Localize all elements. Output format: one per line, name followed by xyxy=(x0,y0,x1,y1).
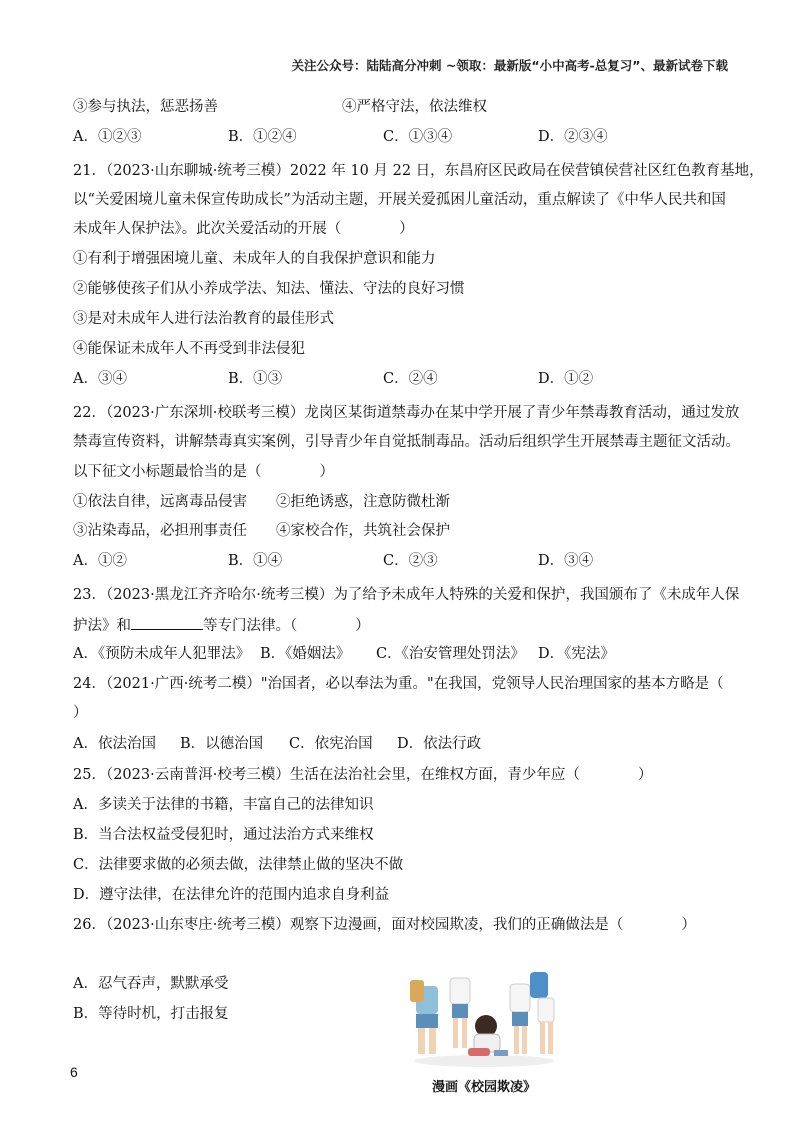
q23-option-b: B．《婚姻法》 xyxy=(260,646,351,662)
school-bullying-cartoon xyxy=(398,966,570,1068)
answer-blank xyxy=(131,615,203,630)
q21-statement-2: ②能够使孩子们从小养成学法、知法、懂法、守法的良好习惯 xyxy=(73,281,465,297)
q22-option-a: A．①② xyxy=(73,553,127,569)
q21-statement-4: ④能保证未成年人不再受到非法侵犯 xyxy=(73,341,305,357)
q21-option-d: D．①② xyxy=(538,371,594,387)
q24-option-b: B．以德治国 xyxy=(180,736,264,752)
q21-line-1: 21．（2023·山东聊城·统考三模）2022 年 10 月 22 日，东昌府区民政局在侯营镇侯营社区红色教育基地， xyxy=(73,163,764,179)
q23-option-a: A．《预防未成年人犯罪法》 xyxy=(73,646,251,662)
cartoon-caption: 漫画《校园欺凌》 xyxy=(432,1080,537,1095)
q22-option-b: B．①④ xyxy=(228,553,283,569)
q24-line-2: ） xyxy=(73,705,88,721)
q20-option-b: B．①②④ xyxy=(228,129,297,145)
q20-option-a: A．①②③ xyxy=(73,129,142,145)
q24-option-d: D．依法行政 xyxy=(397,736,482,752)
q23-line-2 xyxy=(73,615,370,635)
q26-option-b: B．等待时机，打击报复 xyxy=(73,1006,229,1022)
q21-option-a: A．③④ xyxy=(73,371,127,387)
q25-option-b: B．当合法权益受侵犯时，通过法治方式来维权 xyxy=(73,827,374,843)
q22-option-d: D．③④ xyxy=(538,553,594,569)
q21-option-c: C．②④ xyxy=(383,371,438,387)
q21-statement-3: ③是对未成年人进行法治教育的最佳形式 xyxy=(73,311,334,327)
q22-option-c: C．②③ xyxy=(383,553,438,569)
q26-line: 26．（2023·山东枣庄·统考三模）观察下边漫画，面对校园欺凌，我们的正确做法是（ ） xyxy=(73,917,696,933)
q23-line-2-post: 等专门法律。（ ） xyxy=(203,618,370,634)
q21-line-2: 以“关爱困境儿童未保宣传助成长”为活动主题，开展关爱孤困儿童活动，重点解读了《中华人民共和国 xyxy=(73,192,726,208)
q25-option-c: C．法律要求做的必须去做，法律禁止做的坚决不做 xyxy=(73,857,404,873)
q20-statement-4: ④严格守法，依法维权 xyxy=(342,99,487,115)
q20-option-c: C．①③④ xyxy=(383,129,453,145)
page-number: 6 xyxy=(70,1064,78,1080)
q22-line-2: 禁毒宣传资料，讲解禁毒真实案例，引导青少年自觉抵制毒品。活动后组织学生开展禁毒主题征文活动。 xyxy=(73,434,740,450)
q23-line-2-pre: 护法》和 xyxy=(73,618,131,634)
q24-option-c: C．依宪治国 xyxy=(289,736,373,752)
q23-option-c: C．《治安管理处罚法》 xyxy=(376,646,525,662)
q20-statement-3: ③参与执法，惩恶扬善 xyxy=(73,99,218,115)
q25-line: 25．（2023·云南普洱·校考三模）生活在法治社会里，在维权方面，青少年应（ ） xyxy=(73,767,653,783)
q24-option-a: A．依法治国 xyxy=(73,736,156,752)
q22-statements-2: ③沾染毒品，必担刑事责任 ④家校合作，共筑社会保护 xyxy=(73,523,450,539)
q21-statement-1: ①有利于增强困境儿童、未成年人的自我保护意识和能力 xyxy=(73,251,436,267)
page-header: 关注公众号：陆陆高分冲刺 ~领取：最新版“小中高考-总复习”、最新试卷下载 xyxy=(291,58,728,73)
q22-statements-1: ①依法自律，远离毒品侵害 ②拒绝诱惑，注意防微杜渐 xyxy=(73,494,450,510)
q25-option-d: D．遵守法律，在法律允许的范围内追求自身利益 xyxy=(73,887,390,903)
q21-option-b: B．①③ xyxy=(228,371,283,387)
q22-line-3: 以下征文小标题最恰当的是（ ） xyxy=(73,464,334,480)
q23-option-d: D．《宪法》 xyxy=(538,646,615,662)
q20-option-d: D．②③④ xyxy=(538,129,608,145)
q22-line-1: 22．（2023·广东深圳·校联考三模）龙岗区某街道禁毒办在某中学开展了青少年禁毒教育活动，通过发放 xyxy=(73,405,740,421)
q25-option-a: A．多读关于法律的书籍，丰富自己的法律知识 xyxy=(73,797,374,813)
q21-line-3: 未成年人保护法》。此次关爱活动的开展（ ） xyxy=(73,221,414,237)
q26-option-a: A．忍气吞声，默默承受 xyxy=(73,976,229,992)
q23-line-1: 23．（2023·黑龙江齐齐哈尔·统考三模）为了给予未成年人特殊的关爱和保护，我国颁布了《未成年人保 xyxy=(73,587,740,603)
q24-line-1: 24．（2021·广西·统考二模）"治国者，必以奉法为重。"在我国，党领导人民治理国家的基本方略是（ xyxy=(73,676,724,692)
